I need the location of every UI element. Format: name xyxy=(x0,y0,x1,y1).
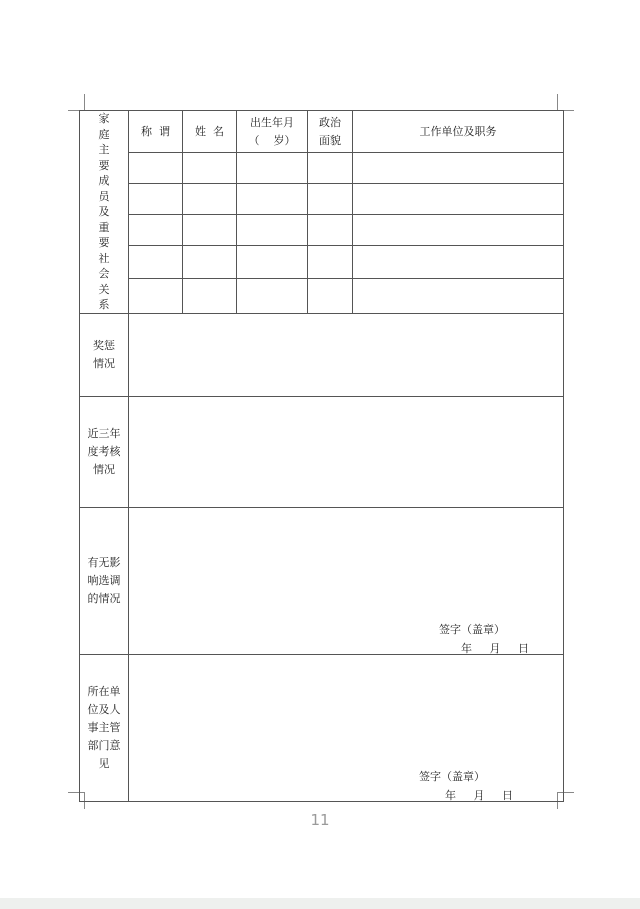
label-char: 要 xyxy=(98,236,110,249)
page-number: 11 xyxy=(310,811,330,829)
label-char: 社 xyxy=(98,251,110,265)
assessment-content[interactable] xyxy=(129,396,564,507)
cell-title[interactable] xyxy=(129,184,183,215)
rewards-content[interactable] xyxy=(129,313,564,396)
cell-political[interactable] xyxy=(308,279,353,313)
label-char: 及 xyxy=(98,205,110,218)
family-row xyxy=(80,245,564,278)
family-row xyxy=(80,279,564,313)
header-birth-line1: 出生年月 xyxy=(250,115,294,129)
label-char: 重 xyxy=(98,220,110,234)
cell-work[interactable] xyxy=(353,279,564,313)
label-char: 员 xyxy=(98,189,110,203)
label-line: 事主管 xyxy=(87,720,121,734)
cell-political[interactable] xyxy=(308,214,353,245)
label-line: 有无影 xyxy=(87,555,121,569)
label-line: 所在单 xyxy=(87,684,121,698)
family-row xyxy=(80,214,564,245)
cell-title[interactable] xyxy=(129,214,183,245)
cell-birth[interactable] xyxy=(237,279,308,313)
header-political xyxy=(308,111,353,153)
opinion-row xyxy=(80,654,564,801)
cell-work[interactable] xyxy=(353,184,564,215)
label-char: 庭 xyxy=(98,127,110,141)
header-title: 称 谓 xyxy=(129,111,183,153)
influence-row xyxy=(80,507,564,654)
cell-birth[interactable] xyxy=(237,214,308,245)
label-line: 情况 xyxy=(93,356,115,370)
form-table xyxy=(79,110,564,802)
cell-birth[interactable] xyxy=(237,153,308,184)
cell-name[interactable] xyxy=(183,184,237,215)
label-line: 情况 xyxy=(93,462,115,476)
cell-title[interactable] xyxy=(129,279,183,313)
cell-name[interactable] xyxy=(183,153,237,184)
family-header-row xyxy=(80,111,564,153)
cell-political[interactable] xyxy=(308,184,353,215)
label-line: 度考核 xyxy=(87,444,121,458)
header-birth-line2: （ 岁） xyxy=(248,133,296,147)
header-political-line2: 面貌 xyxy=(319,133,341,147)
crop-mark-top-left xyxy=(68,94,85,111)
family-row xyxy=(80,184,564,215)
influence-content[interactable] xyxy=(129,507,564,654)
influence-label xyxy=(80,507,129,654)
crop-mark-top-right xyxy=(557,94,574,111)
label-line: 部门意 xyxy=(87,738,121,752)
opinion-signature: 签字（盖章） xyxy=(419,769,485,783)
label-char: 家 xyxy=(98,112,110,125)
family-row xyxy=(80,153,564,184)
cell-political[interactable] xyxy=(308,245,353,278)
cell-name[interactable] xyxy=(183,279,237,313)
header-birth xyxy=(237,111,308,153)
label-line: 见 xyxy=(98,756,110,770)
assessment-row xyxy=(80,396,564,507)
label-char: 成 xyxy=(98,174,110,187)
cell-work[interactable] xyxy=(353,214,564,245)
label-line: 奖惩 xyxy=(93,338,115,352)
label-char: 主 xyxy=(98,143,110,156)
cell-name[interactable] xyxy=(183,245,237,278)
influence-signature: 签字（盖章） xyxy=(439,622,505,636)
cell-title[interactable] xyxy=(129,245,183,278)
cell-name[interactable] xyxy=(183,214,237,245)
cell-title[interactable] xyxy=(129,153,183,184)
cell-work[interactable] xyxy=(353,153,564,184)
cell-political[interactable] xyxy=(308,153,353,184)
rewards-row xyxy=(80,313,564,396)
opinion-content[interactable] xyxy=(129,654,564,801)
label-line: 响选调 xyxy=(87,573,121,587)
label-line: 位及人 xyxy=(87,702,121,716)
label-char: 要 xyxy=(98,158,110,172)
opinion-date: 年 月 日 xyxy=(445,788,513,802)
label-line: 的情况 xyxy=(87,591,121,605)
cell-birth[interactable] xyxy=(237,245,308,278)
cell-birth[interactable] xyxy=(237,184,308,215)
assessment-label xyxy=(80,396,129,507)
rewards-label xyxy=(80,313,129,396)
header-work: 工作单位及职务 xyxy=(353,111,564,153)
label-char: 会 xyxy=(98,267,110,280)
header-name: 姓 名 xyxy=(183,111,237,153)
label-char: 系 xyxy=(98,298,110,311)
header-political-line1: 政治 xyxy=(319,115,341,129)
cell-work[interactable] xyxy=(353,245,564,278)
family-section-label xyxy=(80,111,129,314)
label-line: 近三年 xyxy=(87,426,121,440)
label-char: 关 xyxy=(98,282,110,296)
opinion-label xyxy=(80,654,129,801)
influence-date: 年 月 日 xyxy=(461,641,529,655)
